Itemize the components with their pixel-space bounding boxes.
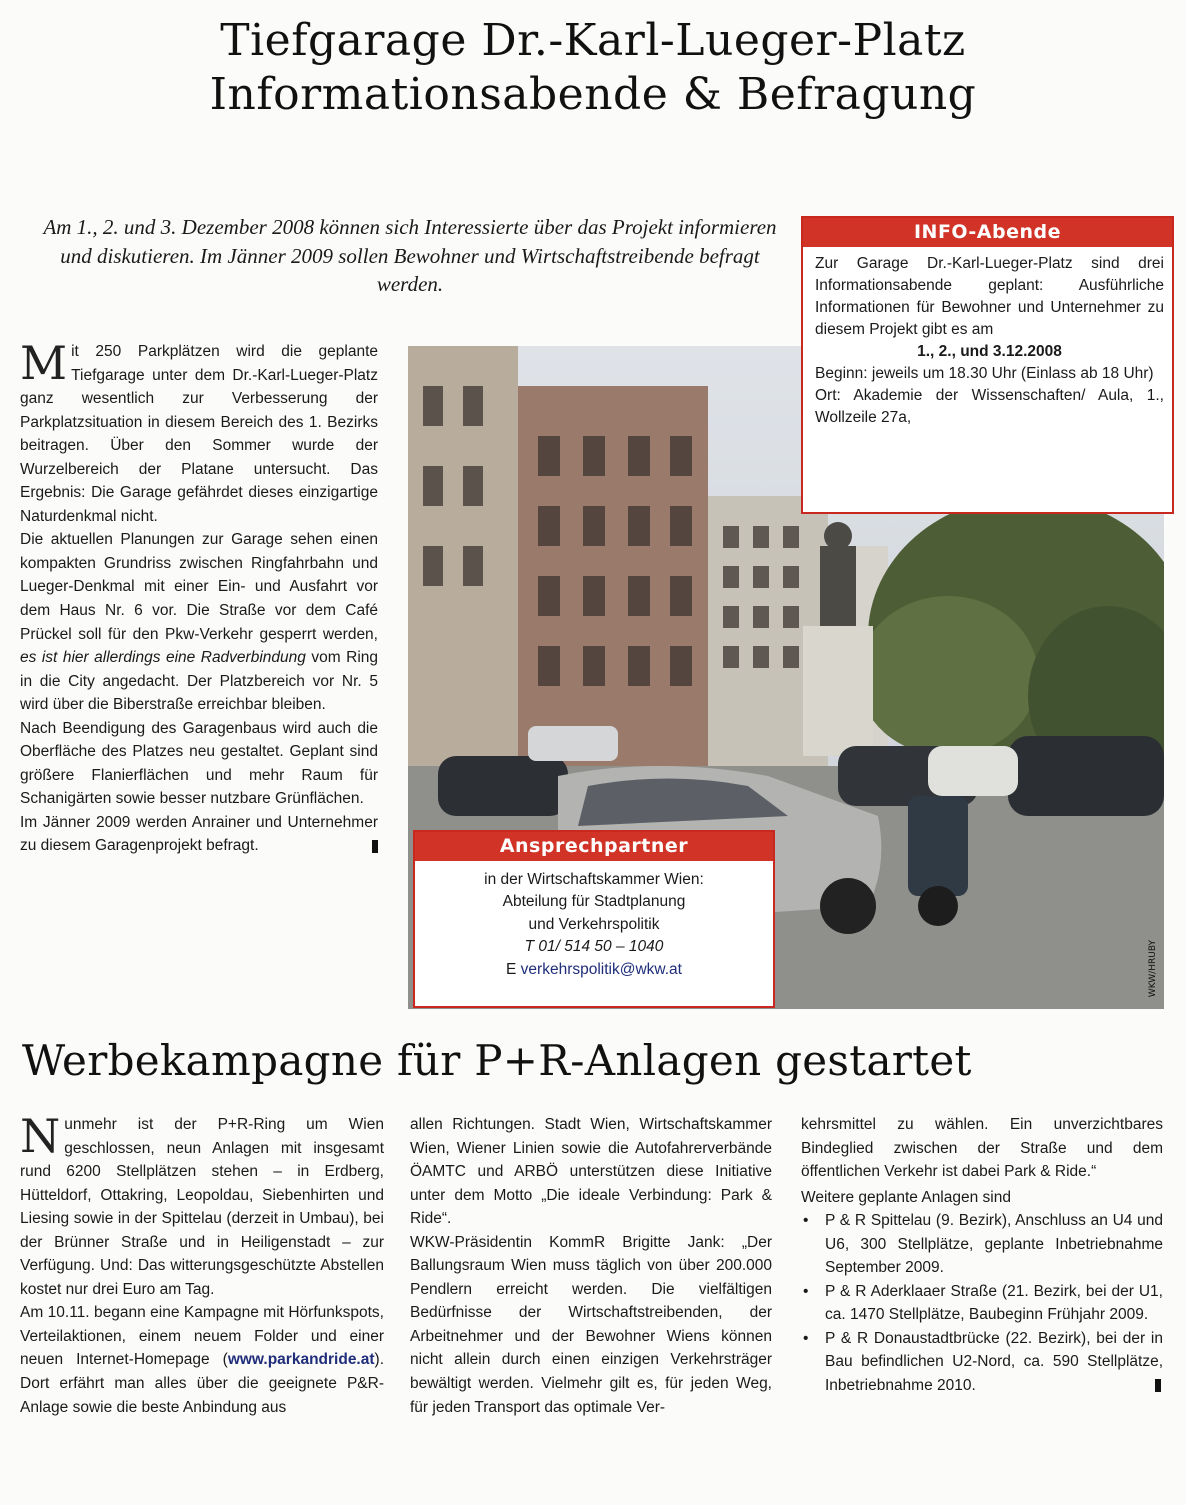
article2-title: Werbekampagne für P+R-Anlagen gestartet: [22, 1036, 972, 1085]
article1-paragraph-1: [20, 336, 378, 528]
article1-paragraph-4: [20, 811, 378, 858]
article2-column-1: [20, 1109, 384, 1419]
article1-body: [20, 336, 379, 858]
article1-p2-text-b: vom Ring in die City angedacht. Der Platzbereich vor Nr. 5 wird über die Biberstraße erreichbar bleiben.: [20, 649, 379, 714]
parkandride-link[interactable]: www.parkandride.at: [227, 1351, 375, 1369]
info-box: [801, 216, 1174, 514]
article2-c3-paragraph-2: Weitere geplante Anlagen sind: [801, 1188, 1011, 1206]
contact-box-heading: Ansprechpartner: [415, 832, 773, 861]
article1-paragraph-2: [20, 528, 378, 716]
article1-p4-text: Im Jänner 2009 werden Anrainer und Unternehmer zu diesem Garagenprojekt befragt.: [20, 813, 378, 855]
article1-p2-italic: es ist hier allerdings eine Radverbindung: [20, 649, 306, 667]
article1-p1-text: it 250 Parkplätzen wird die geplante Tiefgarage unter dem Dr.-Karl-Lueger-Platz ganz wesentlich zur Verbesserung der Parkplatzsituation in diesem Bereich des 1. Bezirks beitragen. Über den Sommer wurde der Wurzelbereich der Platane untersucht. Das Ergebnis: Die Garage gefährdet dieses einzigartige Naturdenkmal nicht.: [20, 343, 378, 525]
title-line-2: Informationsabende & Befragung: [209, 68, 977, 120]
article1-paragraph-3: Nach Beendigung des Garagenbaus wird auch die Oberfläche des Platzes neu gestaltet. Geplant sind größere Flanierflächen und mehr Raum für Schanigärten sowie besser nutzbare Grünflächen.: [20, 719, 378, 808]
article2-paragraph-2: [20, 1301, 384, 1419]
photo-credit: WKW/HRUBY: [1148, 939, 1158, 997]
contact-phone: T 01/ 514 50 – 1040: [524, 938, 664, 956]
info-box-location: Ort: Akademie der Wissenschaften/ Aula, 1., Wollzeile 27a,: [815, 387, 1164, 426]
drop-cap-2: N: [20, 1109, 61, 1163]
article2-c1-p2-text-a: Am 10.11. begann eine Kampagne mit Hörfunkspots, Verteilaktionen, einem neuem Folder und einer neuen Internet-Homepage (: [20, 1304, 384, 1369]
contact-line-3: und Verkehrspolitik: [528, 915, 660, 933]
article2-c1-p2-text-b: ). Dort erfährt man alles über die geeignete P&R-Anlage sowie die beste Anbindung aus: [20, 1351, 384, 1416]
article2-column-3: [801, 1113, 1163, 1398]
title-line-1: Tiefgarage Dr.-Karl-Lueger-Platz: [220, 15, 966, 66]
article2-column-2: [410, 1113, 772, 1419]
lead-paragraph: Am 1., 2. und 3. Dezember 2008 können sich Interessierte über das Projekt informieren und diskutieren. Im Jänner 2009 sollen Bewohner und Wirtschaftstreibende befragt werden.: [43, 215, 777, 297]
article2-c3-paragraph-1: kehrsmittel zu wählen. Ein unverzichtbares Bindeglied zwischen der Straße und dem öffentlichen Verkehr ist dabei Park & Ride.“: [801, 1116, 1163, 1181]
article1-p2-text-a: Die aktuellen Planungen zur Garage sehen einen kompakten Grundriss zwischen Ringfahrbahn und Lueger-Denkmal mit einer Ein- und Ausfahrt vor dem Haus Nr. 6 vor. Die Straße vor dem Café Prückel soll für den Pkw-Verkehr gesperrt werden,: [20, 531, 378, 643]
article2-c2-paragraph-2: WKW-Präsidentin KommR Brigitte Jank: „Der Ballungsraum Wien muss täglich von über 200.000 Pendlern erreicht werden. Die vielfältigen Bedürfnisse der Wirtschaftstreibenden, der Arbeitnehmer und der Bewohner Wiens können nicht allein durch einen einzigen Verkehrsträger bewältigt werden. Vielmehr gilt es, für jeden Weg, für jeden Transport das optimale Ver-: [410, 1233, 772, 1416]
contact-line-1: in der Wirtschaftskammer Wien:: [484, 871, 704, 888]
planned-facilities-list: [801, 1209, 1163, 1397]
info-box-body: [803, 247, 1172, 437]
info-box-start: Beginn: jeweils um 18.30 Uhr (Einlass ab 18 Uhr): [815, 365, 1154, 382]
contact-email-prefix: E: [506, 960, 517, 978]
contact-box-body: [415, 861, 773, 991]
contact-email-line: [423, 959, 765, 981]
info-box-dates: 1., 2., und 3.12.2008: [917, 343, 1062, 360]
article2-c1-p1-text: unmehr ist der P+R-Ring um Wien geschlossen, neun Anlagen mit insgesamt rund 6200 Stellplätzen stehen – in Erdberg, Hütteldorf, Ottakring, Leopoldau, Siebenhirten und Liesing sowie in der Spittelau (derzeit in Umbau), bei der Brünner Straße und in Heiligenstadt – zur Verfügung. Und: Das witterungsgeschützte Abstellen kostet nur drei Euro am Tag.: [20, 1116, 384, 1298]
end-mark-2: [1155, 1379, 1161, 1392]
contact-box: [413, 830, 775, 1008]
contact-line-2: Abteilung für Stadtplanung: [502, 893, 686, 911]
drop-cap: M: [20, 336, 68, 390]
info-box-heading: INFO-Abende: [803, 218, 1172, 247]
end-mark: [372, 840, 378, 853]
contact-email-link[interactable]: verkehrspolitik@wkw.at: [520, 960, 682, 978]
list-item: • P & R Donaustadtbrücke (22. Bezirk), bei der in Bau befindlichen U2-Nord, ca. 590 Stellplätze, Inbetriebnahme 2010.: [801, 1327, 1163, 1398]
article2-c2-paragraph-1: allen Richtungen. Stadt Wien, Wirtschaftskammer Wien, Wiener Linien sowie die Autofahrerverbände ÖAMTC und ARBÖ unterstützen diese Initiative unter dem Motto „Die ideale Verbindung: Park & Ride“.: [410, 1116, 772, 1228]
page-title: [20, 14, 1166, 121]
list-item: • P & R Aderklaaer Straße (21. Bezirk, bei der U1, ca. 1470 Stellplätze, Baubeginn Frühjahr 2009.: [801, 1280, 1163, 1327]
list-item: • P & R Spittelau (9. Bezirk), Anschluss an U4 und U6, 300 Stellplätze, geplante Inbetriebnahme September 2009.: [801, 1209, 1163, 1280]
info-box-text: Zur Garage Dr.-Karl-Lueger-Platz sind drei Informationsabende geplant: Ausführliche Informationen für Bewohner und Unternehmer zu diesem Projekt gibt es am: [815, 255, 1164, 338]
article2-paragraph-1: [20, 1109, 384, 1301]
